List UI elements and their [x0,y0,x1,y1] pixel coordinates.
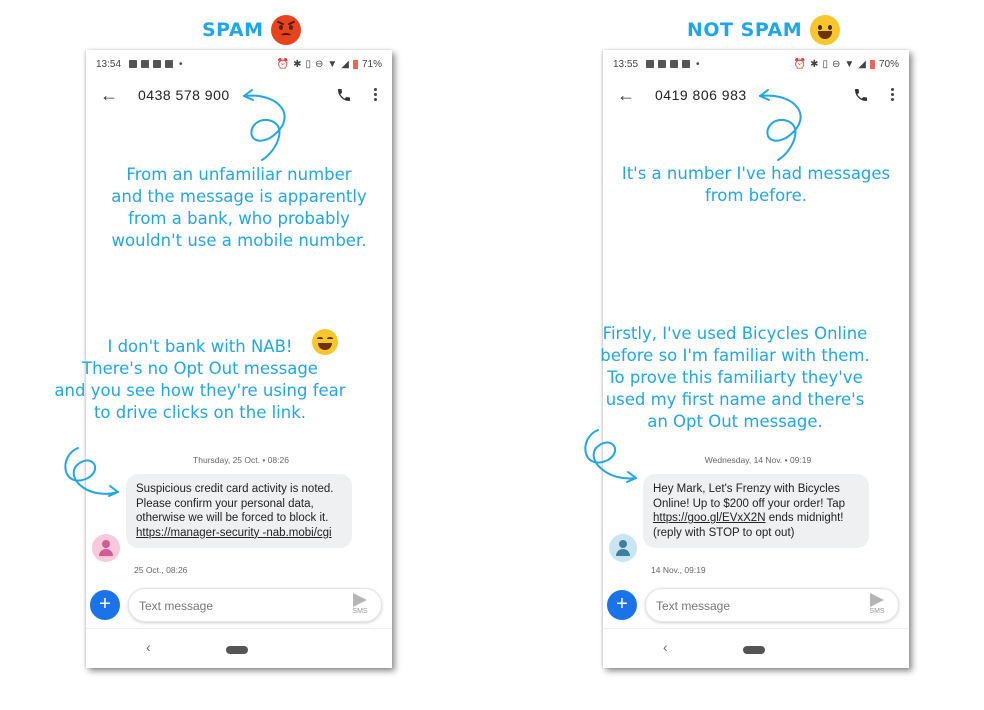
status-time: 13:54 [96,58,122,70]
conversation-app-bar [86,82,392,108]
message-text-end: ends midnight! (reply with STOP to opt out) [653,512,844,539]
phone-call-icon[interactable] [336,87,352,103]
message-timestamp: 25 Oct., 08:26 [134,565,188,575]
nav-home-pill[interactable] [743,646,765,654]
more-options-icon[interactable] [891,88,895,102]
android-nav-bar [603,628,909,668]
nav-home-pill[interactable] [226,646,248,654]
text-message-input[interactable] [656,597,846,615]
notification-icon [670,60,678,68]
signal-icon: ◢ [858,58,866,70]
conversation-app-bar [603,82,909,108]
contact-number: 0419 806 983 [655,87,747,103]
status-bar: 13:54 • ⏰ ✱ ▯ ⊖ ▼ ◢ 71% [96,58,382,70]
angry-face-icon [271,15,301,45]
message-link[interactable]: https://manager-security -nab.mobi/cgi [136,526,332,539]
status-time: 13:55 [613,58,639,70]
annotation-familiar-sender: Firstly, I've used Bicycles Online before so I'm familiar with them. To prove this familiarty they've used my first name and there's an Opt Out message. [600,324,870,431]
send-icon [353,593,367,607]
nav-back-icon[interactable]: ‹ [663,639,668,655]
laughing-face-icon [312,329,338,355]
dnd-icon: ⊖ [314,58,324,70]
not-spam-phone-screenshot [600,50,909,668]
bluetooth-icon: ✱ [293,58,302,70]
notification-icon [646,60,654,68]
battery-icon [870,60,875,69]
dnd-icon: ⊖ [831,58,841,70]
nav-back-icon[interactable]: ‹ [146,639,151,655]
add-attachment-button[interactable]: + [607,590,637,620]
message-text: Hey Mark, Let's Frenzy with Bicycles Online! Up to $200 off your order! Tap [653,483,846,510]
battery-level: 70% [878,58,899,70]
status-icons [794,59,899,70]
notification-icon [141,60,149,68]
sender-avatar[interactable] [92,534,120,562]
android-nav-bar [86,628,392,668]
not-spam-heading [687,14,840,46]
notification-icon [129,60,137,68]
facebook-icon [153,60,161,68]
vibrate-icon: ▯ [822,58,828,70]
status-icons [277,59,382,70]
annotation-no-opt-out: I don't bank with NAB! There's no Opt Out message and you see how they're using fear to drive clicks on the link. [54,337,346,422]
facebook-icon [658,60,666,68]
compose-bar [645,588,899,622]
not-spam-heading-label: NOT SPAM [687,19,803,41]
message-text: Suspicious credit card activity is noted. Please confirm your personal data, otherwise we will be forced to block it. [136,483,334,525]
message-link[interactable]: https://goo.gl/EVxX2N [653,512,766,525]
text-message-input[interactable] [139,597,329,615]
back-arrow-icon[interactable]: ← [617,84,635,105]
notification-icon [682,60,690,68]
annotation-unfamiliar-number: From an unfamiliar number and the message is apparently from a bank, who probably wouldn't use a mobile number. [111,165,367,250]
spam-heading-label: SPAM [202,19,264,41]
date-separator: Thursday, 25 Oct. • 08:26 [193,455,289,465]
status-bar: 13:55 • ⏰ ✱ ▯ ⊖ ▼ ◢ 70% [613,58,899,70]
wifi-icon: ▼ [327,58,338,70]
more-options-icon[interactable] [374,88,378,102]
signal-icon: ◢ [341,58,349,70]
sender-avatar[interactable] [609,534,637,562]
phone-call-icon[interactable] [853,87,869,103]
message-bubble[interactable] [643,474,869,548]
send-label: SMS [869,608,885,615]
send-sms-button[interactable] [866,593,888,615]
wifi-icon: ▼ [844,58,855,70]
alarm-icon: ⏰ [793,58,807,70]
alarm-icon: ⏰ [276,58,290,70]
battery-icon [353,60,358,69]
add-attachment-button[interactable]: + [90,590,120,620]
smiley-face-icon [810,15,840,45]
send-sms-button[interactable] [349,593,371,615]
date-separator: Wednesday, 14 Nov. • 09:19 [704,455,812,465]
vibrate-icon: ▯ [305,58,311,70]
message-timestamp: 14 Nov., 09:19 [651,565,706,575]
send-label: SMS [352,608,368,615]
contact-number: 0438 578 900 [138,87,230,103]
spam-heading [202,14,301,46]
bluetooth-icon: ✱ [810,58,819,70]
battery-level: 71% [361,58,382,70]
message-bubble[interactable] [126,474,352,548]
annotation-known-number: It's a number I've had messages from before. [621,164,891,205]
back-arrow-icon[interactable]: ← [100,84,118,105]
compose-bar [128,588,382,622]
spam-phone-screenshot [54,50,392,668]
send-icon [870,593,884,607]
notification-icon [165,60,173,68]
